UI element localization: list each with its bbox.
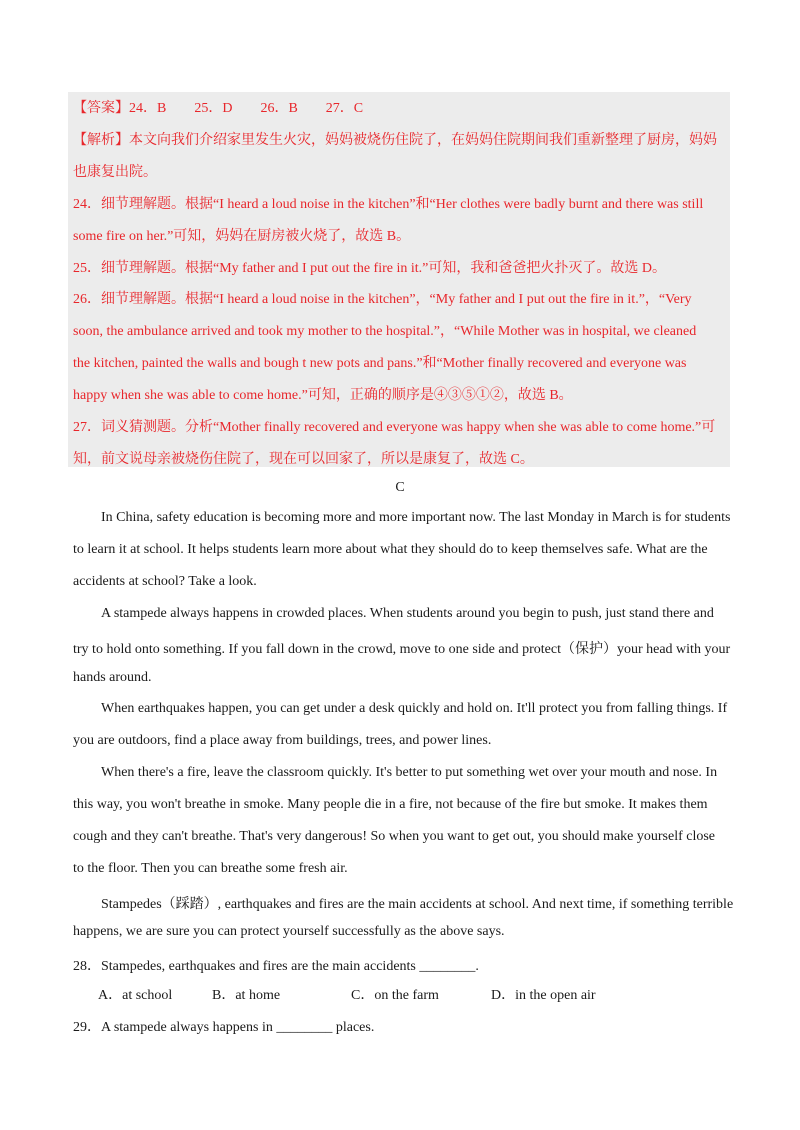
analysis-line: 27．词义猜测题。分析“Mother finally recovered and everyone was happy when she was able to come home.”可 — [73, 420, 716, 435]
passage-line: to learn it at school. It helps students learn more about what they should do to keep themselves safe. What are the — [73, 542, 708, 557]
passage-line: you are outdoors, find a place away from buildings, trees, and power lines. — [73, 733, 492, 748]
passage-line: accidents at school? Take a look. — [73, 574, 257, 589]
passage-line: this way, you won't breathe in smoke. Many people die in a fire, not because of the fire but smoke. It makes them — [73, 797, 708, 812]
question-28: 28．Stampedes, earthquakes and fires are the main accidents ________. — [73, 959, 479, 974]
passage-line: When earthquakes happen, you can get under a desk quickly and hold on. It'll protect you from falling things. If — [101, 701, 728, 716]
analysis-line: the kitchen, painted the walls and bough t new pots and pans.”和“Mother finally recovered and everyone was — [73, 356, 687, 371]
analysis-line: 26．细节理解题。根据“I heard a loud noise in the kitchen”，“My father and I put out the fire in it.”，“Very — [73, 292, 692, 307]
passage-line: In China, safety education is becoming more and more important now. The last Monday in March is for students — [101, 510, 731, 525]
analysis-line: 【解析】本文向我们介绍家里发生火灾，妈妈被烧伤住院了，在妈妈住院期间我们重新整理了厨房，妈妈 — [73, 133, 717, 148]
analysis-line: happy when she was able to come home.”可知，正确的顺序是④③⑤①②，故选 B。 — [73, 388, 573, 403]
question-29: 29．A stampede always happens in ________ places. — [73, 1020, 375, 1035]
section-label: C — [395, 480, 405, 495]
analysis-line: soon, the ambulance arrived and took my mother to the hospital.”，“While Mother was in hospital, we cleaned — [73, 324, 697, 339]
analysis-line: 知，前文说母亲被烧伤住院了，现在可以回家了，所以是康复了，故选 C。 — [73, 452, 534, 467]
analysis-line: some fire on her.”可知，妈妈在厨房被火烧了，故选 B。 — [73, 229, 411, 244]
analysis-line: 也康复出院。 — [73, 165, 157, 180]
analysis-line: 24．细节理解题。根据“I heard a loud noise in the kitchen”和“Her clothes were badly burnt and there was still — [73, 197, 704, 212]
option-d: D．in the open air — [491, 988, 596, 1003]
option-b: B．at home — [212, 988, 281, 1003]
analysis-line: 25．细节理解题。根据“My father and I put out the fire in it.”可知，我和爸爸把火扑灭了。故选 D。 — [73, 261, 666, 276]
passage-line: When there's a fire, leave the classroom quickly. It's better to put something wet over your mouth and nose. In — [101, 765, 718, 780]
passage-line: Stampedes（踩踏）, earthquakes and fires are the main accidents at school. And next time, if something terrible — [101, 897, 734, 912]
passage-line: happens, we are sure you can protect yourself successfully as the above says. — [73, 924, 505, 939]
passage-line: hands around. — [73, 670, 152, 685]
passage-line: to the floor. Then you can breathe some fresh air. — [73, 861, 348, 876]
option-a: A．at school — [98, 988, 173, 1003]
passage-line: cough and they can't breathe. That's very dangerous! So when you want to get out, you should make yourself close — [73, 829, 716, 844]
passage-line: A stampede always happens in crowded places. When students around you begin to push, just stand there and — [101, 606, 714, 621]
answer-key: 【答案】24．B 25．D 26．B 27．C — [73, 101, 364, 116]
option-c: C．on the farm — [351, 988, 439, 1003]
passage-line: try to hold onto something. If you fall down in the crowd, move to one side and protect（保护）your head with your — [73, 642, 731, 657]
